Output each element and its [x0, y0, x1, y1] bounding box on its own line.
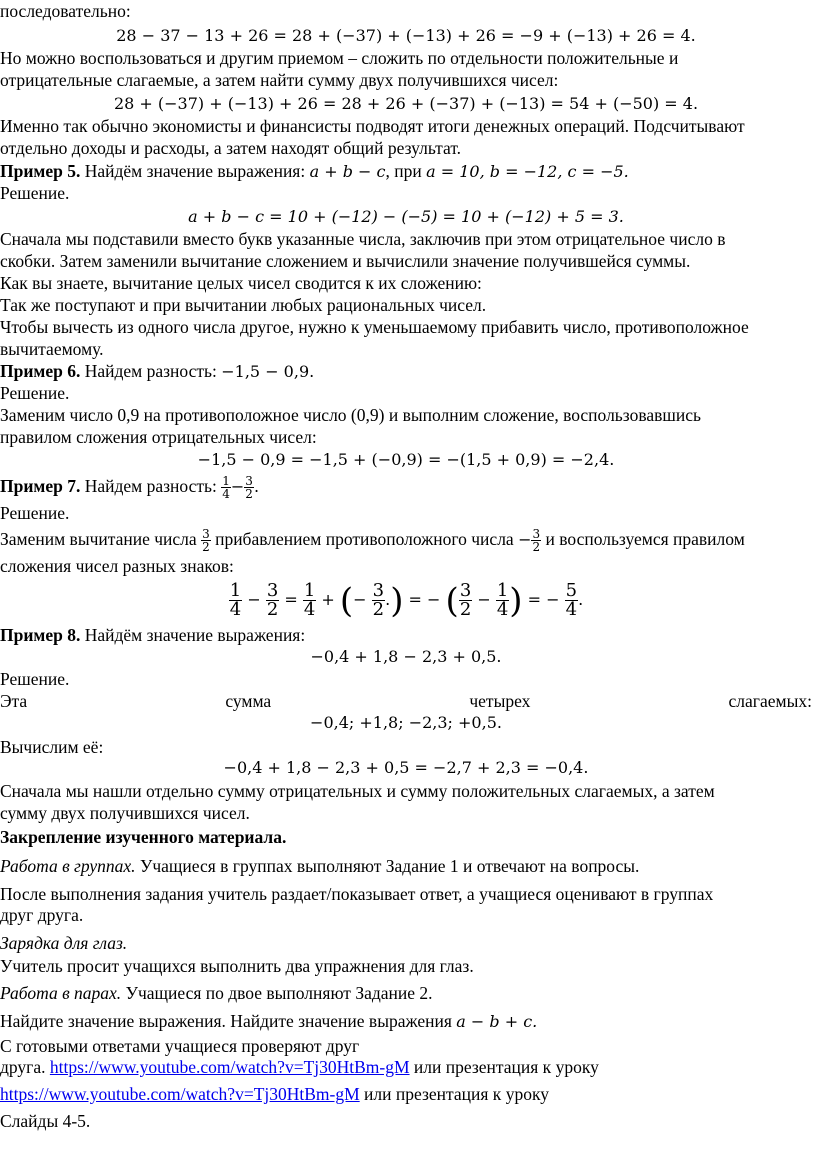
equation: a + b − c = 10 + (−12) − (−5) = 10 + (−12) + 5 = 3. [188, 207, 624, 226]
example-label: Пример 7. [0, 476, 81, 496]
example-label: Пример 6. [0, 361, 81, 381]
word: сумма [225, 691, 272, 711]
text-line: С готовыми ответами учащиеся проверяют друг [0, 1036, 360, 1056]
youtube-link[interactable]: https://www.youtube.com/watch?v=Tj30HtBm-gM [49, 1057, 410, 1077]
text: , при [385, 161, 427, 181]
text: Найдите значение выражения. Найдите значение выражения [0, 1011, 457, 1031]
text-line: друг друга. [0, 905, 84, 925]
op: . [578, 590, 584, 609]
text-line: Именно так обычно экономисты и финансисты подводят итоги денежных операций. Подсчитывают [0, 116, 745, 136]
paren: ( [445, 580, 459, 621]
op: = − [522, 590, 565, 609]
text: Найдём значение выражения: [80, 161, 310, 181]
example-7 [0, 472, 812, 501]
italic-label: Работа в группах. [0, 856, 136, 876]
fraction: $\frac{3}{2}$ [266, 580, 279, 621]
example-6 [0, 360, 812, 383]
text: друга. [0, 1057, 46, 1077]
text-line [0, 1056, 812, 1078]
equation: −0,4 + 1,8 − 2,3 + 0,5. [310, 647, 502, 666]
text-line: После выполнения задания учитель раздает/показывает ответ, а учащиеся оценивают в группах [0, 884, 714, 904]
paren: ( [339, 580, 354, 621]
fraction: $\frac{3}{2}$ [532, 527, 541, 555]
italic-heading: Зарядка для глаз. [0, 933, 128, 953]
text-line: Так же поступают и при вычитании любых рациональных чисел. [0, 295, 487, 315]
fraction: $\frac{1}{4}$ [222, 474, 230, 502]
text: Найдем разность: [80, 476, 222, 496]
text-line: Сначала мы нашли отдельно сумму отрицательных и сумму положительных слагаемых, а затем [0, 781, 715, 801]
youtube-link[interactable]: https://www.youtube.com/watch?v=Tj30HtBm-gM [0, 1084, 360, 1104]
text-line: Но можно воспользоваться и другим приемом – сложить по отдельности положительные и [0, 48, 679, 68]
text-line: Вычислим её: [0, 737, 104, 757]
fraction: $\frac{3}{2}$ [459, 580, 472, 621]
solution-label: Решение. [0, 383, 70, 403]
fraction: $\frac{1}{4}$ [229, 580, 242, 621]
fraction: $\frac{1}{4}$ [496, 580, 509, 621]
equation: −0,4 + 1,8 − 2,3 + 0,5 = −2,7 + 2,3 = −0,4. [223, 758, 589, 777]
word: четырех [469, 691, 531, 711]
text: Заменим вычитание числа [0, 529, 202, 549]
example-label: Пример 5. [0, 161, 81, 181]
fraction-equation [0, 576, 812, 623]
text-line [0, 524, 812, 555]
paren: ) [509, 580, 523, 621]
text-line: сумму двух получившихся чисел. [0, 803, 250, 823]
fraction: $\frac{3}{2}$ [245, 474, 253, 502]
text-line: Слайды 4-5. [0, 1111, 91, 1131]
minus: − [518, 530, 532, 549]
fraction: $\frac{5}{4}$ [565, 580, 578, 621]
italic-label: Работа в парах. [0, 983, 122, 1003]
text-line: Как вы знаете, вычитание целых чисел сводится к их сложению: [0, 273, 482, 293]
text-line [0, 1010, 812, 1033]
expression: a = 10, b = −12, c = −5. [426, 162, 629, 181]
equation: 28 + (−37) + (−13) + 26 = 28 + 26 + (−37) + (−13) = 54 + (−50) = 4. [113, 94, 699, 113]
example-label: Пример 8. [0, 625, 81, 645]
text-line: правилом сложения отрицательных чисел: [0, 427, 317, 447]
period: . [253, 477, 260, 496]
text-line [0, 855, 812, 877]
equation: −1,5 − 0,9 = −1,5 + (−0,9) = −(1,5 + 0,9) = −2,4. [197, 450, 615, 469]
op: = − [403, 590, 446, 609]
solution-label: Решение. [0, 183, 70, 203]
text: Учащиеся в группах выполняют Задание 1 и отвечают на вопросы. [135, 856, 640, 876]
equation: −0,4; +1,8; −2,3; +0,5. [310, 713, 502, 732]
text: или презентация к уроку [359, 1084, 549, 1104]
expression: −1,5 − 0,9. [221, 362, 315, 381]
op: . [385, 590, 391, 609]
text: и воспользуемся правилом [541, 529, 745, 549]
op: = [279, 590, 303, 609]
example-8 [0, 624, 812, 646]
word: Эта [0, 691, 28, 711]
op: − [242, 590, 266, 609]
paren: ) [390, 580, 404, 621]
text: прибавлением противоположного числа [210, 529, 519, 549]
text: Найдём значение выражения: [80, 625, 306, 645]
fraction: $\frac{3}{2}$ [372, 580, 385, 621]
text-line: Чтобы вычесть из одного числа другое, нужно к уменьшаемому прибавить число, противоположное [0, 317, 749, 337]
text-line [0, 982, 812, 1004]
text-line [0, 690, 812, 712]
fraction: $\frac{3}{2}$ [202, 527, 210, 555]
text-line: вычитаемому. [0, 339, 104, 359]
text-line: сложения чисел разных знаков: [0, 556, 234, 576]
text: или презентация к уроку [409, 1057, 599, 1077]
text-line: Учитель просит учащихся выполнить два упражнения для глаз. [0, 956, 474, 976]
text-line: Сначала мы подставили вместо букв указанные числа, заключив при этом отрицательное число в [0, 229, 726, 249]
text-line: отдельно доходы и расходы, а затем находят общий результат. [0, 138, 462, 158]
text-line: последовательно: [0, 1, 131, 21]
expression: a − b + c. [456, 1012, 538, 1031]
example-5 [0, 160, 812, 183]
text-line: отрицательные слагаемые, а затем найти сумму двух получившихся чисел: [0, 70, 559, 90]
word: слагаемых: [728, 691, 812, 711]
minus: − [230, 477, 245, 496]
solution-label: Решение. [0, 503, 70, 523]
op: − [353, 590, 372, 609]
text: Найдем разность: [80, 361, 222, 381]
equation: 28 − 37 − 13 + 26 = 28 + (−37) + (−13) + 26 = −9 + (−13) + 26 = 4. [116, 26, 696, 45]
solution-label: Решение. [0, 669, 70, 689]
expression: a + b − c [309, 162, 386, 181]
text-line [0, 1083, 812, 1105]
fraction: $\frac{1}{4}$ [303, 580, 316, 621]
text: Учащиеся по двое выполняют Задание 2. [121, 983, 433, 1003]
section-heading: Закрепление изученного материала. [0, 827, 287, 847]
text-line: скобки. Затем заменили вычитание сложением и вычислили значение получившейся суммы. [0, 251, 691, 271]
op: + [316, 590, 340, 609]
text-line: Заменим число 0,9 на противоположное число (0,9) и выполним сложение, воспользовавшись [0, 405, 701, 425]
op: − [472, 590, 496, 609]
